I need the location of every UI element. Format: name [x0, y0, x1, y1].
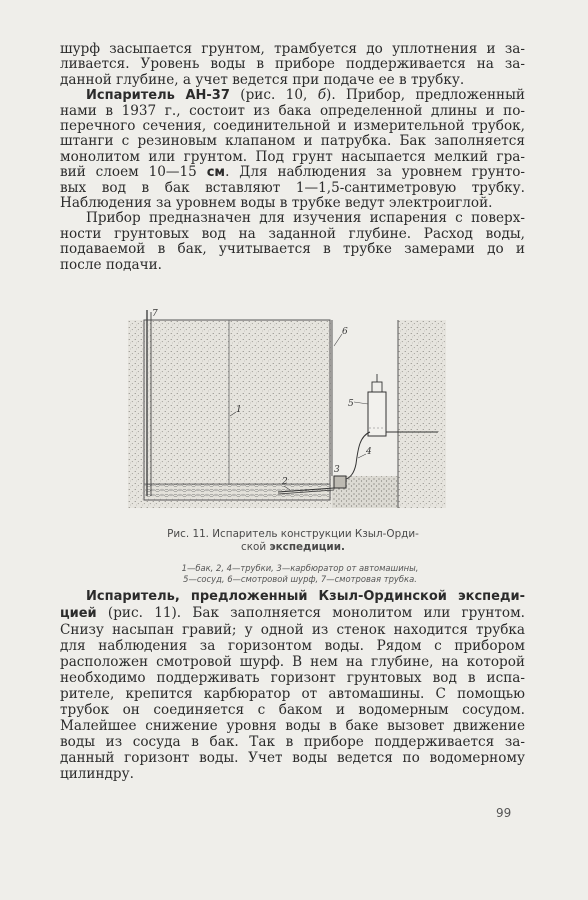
text-line: штанги с резиновым клапаном и патрубка. Бак заполняется — [60, 133, 525, 150]
caption-line: Рис. 11. Испаритель конструкции Кзыл-Орди- — [167, 528, 419, 540]
text-line: для наблюдения за горизонтом воды. Рядом с прибором — [60, 638, 525, 654]
paragraph-purpose — [60, 211, 525, 273]
label-3: 3 — [334, 465, 340, 475]
soil-right — [398, 320, 446, 508]
label-1: 1 — [236, 405, 242, 415]
text-line: цией (рис. 11). Бак заполняется монолитом или грунтом. — [60, 605, 525, 621]
legend-line: 1—бак, 2, 4—трубки, 3—карбюратор от автомашины, — [181, 563, 419, 573]
paragraph-an37 — [60, 88, 525, 211]
text-line: после подачи. — [60, 256, 162, 273]
text-line: цилиндру. — [60, 766, 134, 782]
text-line: воды из сосуда в бак. Так в приборе поддерживается за- — [60, 734, 525, 750]
figure-legend — [150, 563, 450, 584]
paragraph-continuation — [60, 42, 525, 88]
text-line: ливается. Уровень воды в приборе поддерживается на за- — [60, 56, 525, 73]
text-line: необходимо поддерживать горизонт грунтовых вод в испа- — [60, 670, 525, 686]
text-line: нами в 1937 г., состоит из бака определенной длины и по- — [60, 102, 525, 119]
text-line: перечного сечения, соединительной и измерительной трубок, — [60, 118, 525, 135]
text-line: Малейшее снижение уровня воды в баке вызовет движение — [60, 718, 525, 734]
evaporator-diagram — [128, 308, 446, 518]
text-line: монолитом или грунтом. Под грунт насыпается мелкий гра- — [60, 148, 525, 165]
water-vessel — [368, 392, 386, 436]
text-line: рителе, крепится карбюратор от автомашины. С помощью — [60, 686, 525, 702]
carburetor — [334, 476, 346, 488]
gravel-layer — [145, 484, 329, 498]
text-line: вых вод в бак вставляют 1—1,5-сантиметровую трубку. — [60, 179, 525, 196]
body-text-top — [60, 42, 525, 273]
heading-an37: Испаритель АН-37 — [86, 88, 230, 104]
text-line: Наблюдения за уровнем воды в трубке ведут электроиглой. — [60, 195, 493, 212]
text-line: расположен смотровой шурф. В нем на глубине, на которой — [60, 654, 525, 670]
label-7: 7 — [152, 309, 158, 319]
text-line: шурф засыпается грунтом, трамбуется до уплотнения и за- — [60, 41, 525, 57]
label-4: 4 — [366, 447, 372, 457]
body-text-bottom — [60, 588, 525, 782]
caption-line: ской экспедиции. — [241, 540, 345, 553]
label-2: 2 — [282, 477, 288, 487]
label-6: 6 — [342, 327, 348, 337]
legend-line: 5—сосуд, 6—смотровой шурф, 7—смотровая трубка. — [183, 573, 417, 584]
figure-caption — [128, 528, 458, 553]
text-line: Прибор предназначен для изучения испарения с поверх- — [86, 210, 525, 227]
text-line: подаваемой в бак, учитывается в трубке замерами до и — [60, 241, 525, 258]
page-number: 99 — [496, 806, 512, 820]
text-line: вий слоем 10—15 см. Для наблюдения за уровнем грунто- — [60, 164, 525, 181]
heading-kzyl-orda: Испаритель, предложенный Кзыл-Ординской экспеди- — [86, 589, 525, 604]
text-line: трубок он соединяется с баком и водомерным сосудом. — [60, 702, 525, 718]
text-line: ности грунтовых вод на заданной глубине. Расход воды, — [60, 225, 525, 242]
text-line — [60, 588, 525, 605]
text-line: данной глубине, а учет ведется при подаче ее в трубку. — [60, 71, 465, 88]
label-5: 5 — [348, 399, 354, 409]
text-line: данный горизонт воды. Учет воды ведется по водомерному — [60, 750, 525, 766]
paragraph-kzyl-orda — [60, 588, 525, 782]
text-line: Испаритель АН-37 (рис. 10, б). Прибор, предложенный — [86, 87, 525, 104]
soil-left — [128, 320, 332, 508]
text-line: Снизу насыпан гравий; у одной из стенок находится трубка — [60, 622, 525, 638]
